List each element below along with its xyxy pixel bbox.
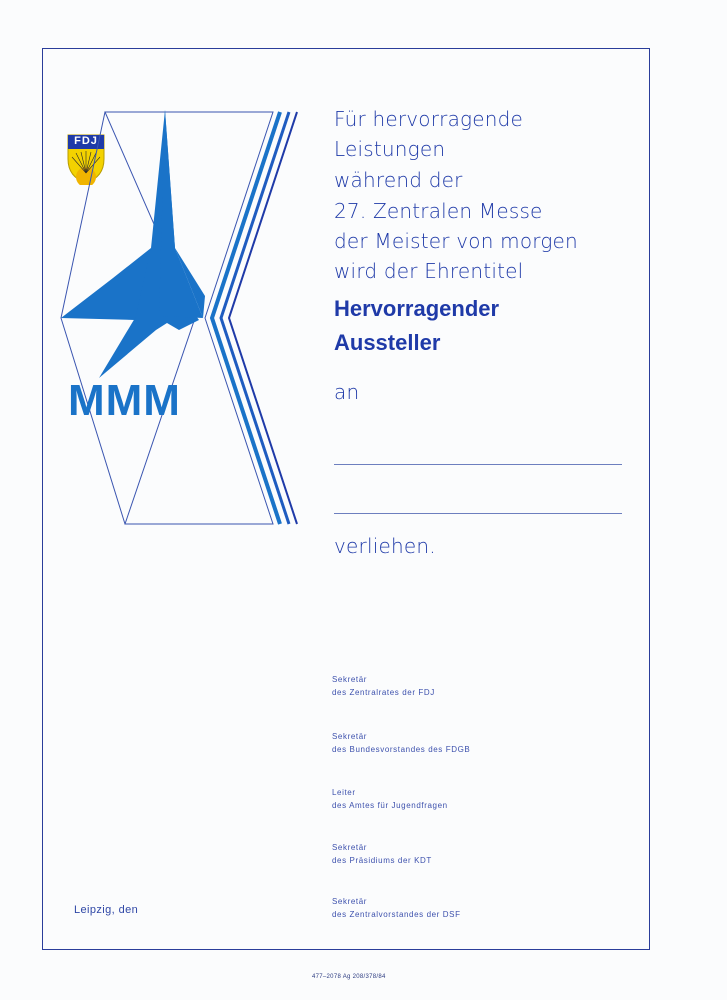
signature-block [332,786,448,812]
mmm-logo-text: MMM [68,376,181,425]
signature-block [332,841,432,867]
recipient-name-line[interactable] [334,464,622,465]
honor-title: Aussteller [334,330,441,355]
intro-line: der Meister von morgen [334,229,578,253]
signature-role: Sekretär [332,897,368,906]
signature-org: des Bundesvorstandes des FDGB [332,745,471,754]
signature-block [332,895,461,921]
signature-block [332,673,435,699]
place-date-label: Leipzig, den [74,904,139,916]
print-code: 477–2078 Ag 208/378/84 [312,974,386,980]
verliehen-label: verliehen. [334,534,436,558]
signature-org: des Amtes für Jugendfragen [332,801,448,810]
intro-line: während der [334,168,463,192]
intro-line: wird der Ehrentitel [334,259,524,283]
signature-block [332,730,470,756]
mmm-logo [55,108,315,528]
honor-title: Hervorragender [334,296,500,321]
signature-role: Sekretär [332,732,368,741]
signature-org: des Zentralvorstandes der DSF [332,910,461,919]
intro-line: 27. Zentralen Messe [334,199,543,223]
an-label: an [334,380,360,404]
signature-role: Sekretär [332,843,368,852]
fdj-badge-text: FDJ [74,135,98,147]
signature-org: des Zentralrates der FDJ [332,688,435,697]
signature-role: Leiter [332,788,356,797]
intro-line: Für hervorragende [334,107,524,131]
signature-org: des Präsidiums der KDT [332,856,432,865]
intro-line: Leistungen [334,137,446,161]
recipient-name-line-2[interactable] [334,513,622,514]
signature-role: Sekretär [332,675,368,684]
